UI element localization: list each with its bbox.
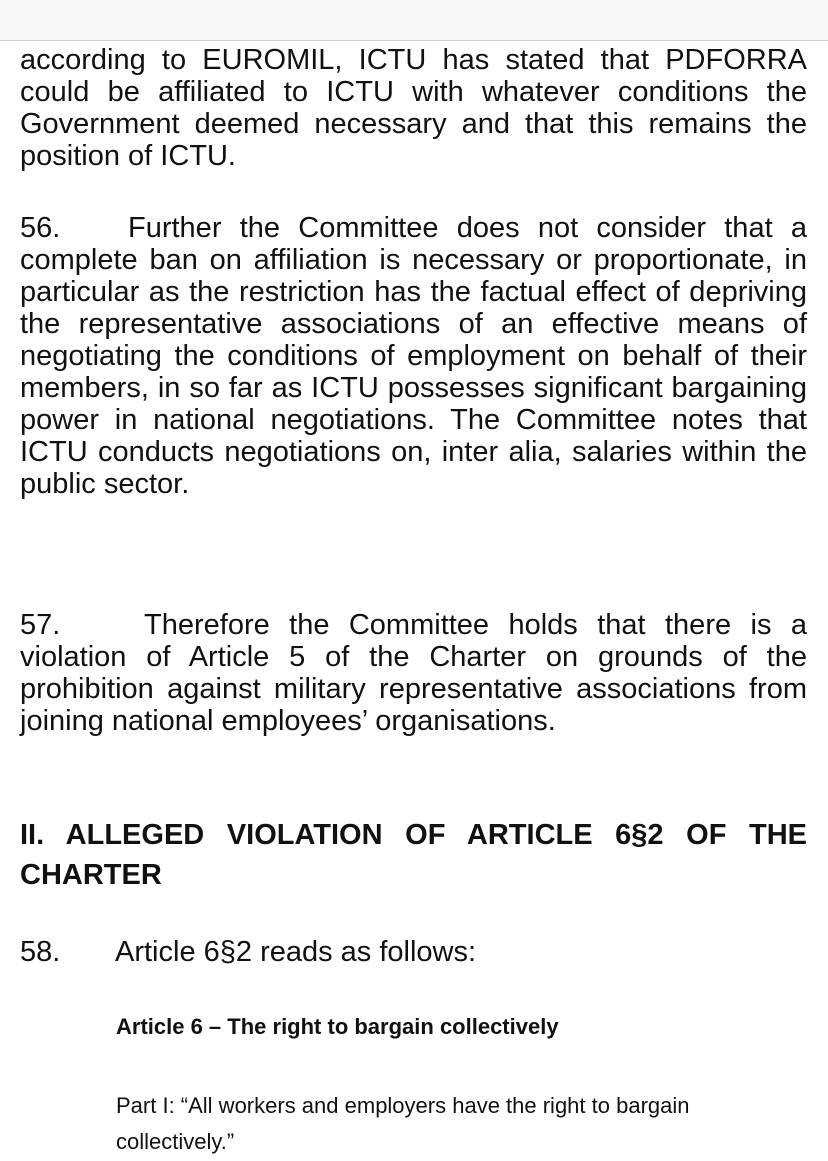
paragraph-text: Further the Committee does not consider that a complete ban on affiliation is necessary or proportionate, in particular as the restriction has the factual effect of depriving the representative associations of an effective means of negotiating the conditions of employment on behalf of their members, in so far as ICTU possesses significant bargaining power in national negotiations. The Committee notes that ICTU conducts negotiations on, inter alia, salaries within the public sector. [20, 212, 807, 500]
paragraph-56 [20, 212, 807, 500]
paragraph-continuation [20, 44, 807, 172]
paragraph-number: 56. [20, 212, 61, 244]
article-title: Article 6 – The right to bargain collectively [116, 1014, 559, 1039]
paragraph-text: Article 6§2 reads as follows: [115, 936, 477, 968]
paragraph-58 [20, 933, 476, 971]
paragraph-number: 58. [20, 936, 61, 968]
article-part-i: Part I: “All workers and employers have the right to bargain collectively.” [116, 1093, 690, 1154]
paragraph-text: according to EUROMIL, ICTU has stated that PDFORRA could be affiliated to ICTU with whatever conditions the Government deemed necessary and that this remains the position of ICTU. [20, 44, 807, 172]
viewer-top-bar [0, 0, 828, 41]
section-heading: II. ALLEGED VIOLATION OF ARTICLE 6§2 OF THE CHARTER [20, 819, 807, 891]
paragraph-text: Therefore the Committee holds that there is a violation of Article 5 of the Charter on grounds of the prohibition against military representative associations from joining national employees’ organisations. [20, 609, 807, 737]
paragraph-57 [20, 609, 807, 737]
paragraph-number: 57. [20, 609, 61, 641]
